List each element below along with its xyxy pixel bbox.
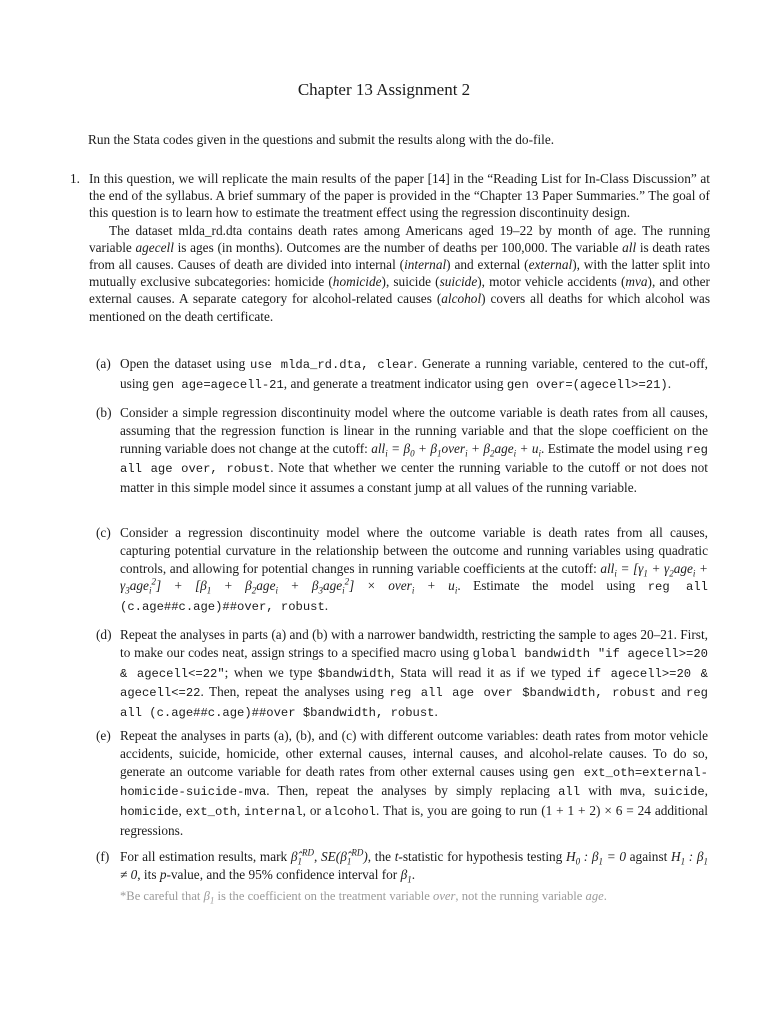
part-label: (f) <box>96 849 110 864</box>
instructions: Run the Stata codes given in the questions and submit the results along with the do-file. <box>88 132 555 147</box>
var-alcohol: alcohol <box>441 291 482 307</box>
alternative-hypothesis: $H_1$ : $\beta_1 \ne 0$ <box>120 849 709 882</box>
page-title: Chapter 13 Assignment 2 <box>297 80 471 99</box>
part-b-text: Consider a simple regression discontinuity model where the outcome variable is death rates from all causes, assuming that the regression function is linear in the running variable and that the slope coefficient on the running variable does not change at the cutoff: $all_i = \beta_0$ + $\beta_1over_i + \beta_2age_i + u_i$. Estimate the model using reg all age over, robust. Note that whether we center the running variable to the cutoff or not does not matter in this simple model since it assumes a constant jump at all values of the running variable. <box>120 405 708 496</box>
part-b <box>96 404 708 497</box>
part-c <box>96 524 708 617</box>
equation-quadratic-rd: $all_i = [\gamma_1 + \gamma_2age_i + \gamma_3age_i^2] + [\beta_1 + \beta_2age_i + \beta_3age_i^2]$ × over$_i$ + $u_i$ <box>120 560 708 597</box>
part-label: (d) <box>96 627 112 642</box>
code-gen-over: gen over=(agecell>=21) <box>506 377 668 392</box>
part-a-text: Open the dataset using use mlda_rd.dta, clear. Generate a running variable, centered to the cut-off, using gen age=agecell-21, and generate a treatment indicator using gen over=(agecell>=21). <box>120 356 709 392</box>
var-external: external <box>528 257 573 273</box>
code-bandwidth-macro: $bandwidth <box>317 666 392 681</box>
var-agecell: agecell <box>135 239 174 255</box>
code-reg-quadratic-bandwidth: reg all (c.age##c.age)##over $bandwidth, robust <box>120 686 708 721</box>
var-homicide: homicide <box>332 274 382 290</box>
regression-count: (1 + 1 + 2) × 6 = 24 <box>541 803 651 819</box>
var-suicide: suicide <box>439 274 478 290</box>
beta-hat-rd: $\betâ_1^{RD}$ <box>290 847 315 867</box>
question-1 <box>70 170 710 325</box>
se-beta-hat-rd: $SE(\betâ_1^{RD})$ <box>321 847 368 867</box>
code-use-dataset: use mlda_rd.dta, clear <box>250 358 414 372</box>
code-global-bandwidth: global bandwidth "if agecell>=20 & agecell<=22" <box>120 646 708 681</box>
equation-linear-rd: $all_i = \beta_0$ + $\beta_1over_i + \beta_2age_i + u_i$ <box>371 440 542 459</box>
part-f <box>96 848 708 905</box>
code-reg-linear: reg all age over, robust <box>120 442 708 477</box>
code-reg-quadratic: reg all (c.age##c.age)##over, robust <box>120 580 708 615</box>
part-f-text: For all estimation results, mark $\betâ_1^{RD}$, $SE(\betâ_1^{RD})$, the t-statistic for hypothesis testing $H_0$ : $\beta_1 = 0$ against $H_1$ : $\beta_1 \ne 0$, its p-value, and the 95% confidence interval for $\beta_1$. <box>120 847 709 885</box>
part-d-text: Repeat the analyses in parts (a) and (b) with a narrower bandwidth, restricting the sample to ages 20–21. First, to make our codes neat, assign strings to a specified macro using global bandwidth "if agecell>=20 & agecell<=22"; when we type $bandwidth, Stata will read it as if we typed if agecell>=20 & agecell<=22. Then, repeat the analyses using reg all age over $bandwidth, robust and reg all (c.age##c.age)##over $bandwidth, robust. <box>120 627 708 721</box>
part-label: (e) <box>96 728 111 743</box>
var-all: all <box>622 239 637 255</box>
part-a <box>96 355 708 395</box>
question-number: 1. <box>70 171 80 186</box>
code-gen-ext-oth: gen ext_oth=external-homicide-suicide-mva <box>120 765 708 800</box>
footnote: *Be careful that $\beta_1$ is the coefficient on the treatment variable over, not the running variable age. <box>120 888 607 906</box>
question-1-paragraph-2: The dataset mlda_rd.dta contains death rates among Americans aged 19–22 by month of age. The running variable agecell is ages (in months). Outcomes are the number of deaths per 100,000. The variable all is death rates from all causes. Causes of death are divided into internal (internal) and external (external), with the latter split into mutually exclusive subcategories: homicide (homicide), suicide (suicide), motor vehicle accidents (mva), and other external causes. A separate category for alcohol-related causes (alcohol) covers all deaths for which alcohol was mentioned on the death certificate. <box>89 222 710 324</box>
part-e-text: Repeat the analyses in parts (a), (b), and (c) with different outcome variables: death rates from motor vehicle accidents, suicide, homicide, other external causes, internal causes, and alcohol-relate causes. To do so, generate an outcome variable for death rates from other external causes using gen ext_oth=external-homicide-suicide-mva. Then, repeat the analyses by simply replacing all with mva, suicide, homicide, ext_oth, internal, or alcohol. That is, you are going to run (1 + 1 + 2) × 6 = 24 additional regressions. <box>120 728 708 838</box>
null-hypothesis: $H_0$ : $\beta_1 = 0$ <box>566 849 626 867</box>
question-1-paragraph-1: In this question, we will replicate the main results of the paper [14] in the “Reading List for In-Class Discussion” at the end of the syllabus. A brief summary of the paper is provided in the “Chapter 13 Paper Summaries.” The goal of this question is to learn how to estimate the treatment effect using the regression discontinuity design. <box>89 171 710 221</box>
code-reg-linear-bandwidth: reg all age over $bandwidth, robust <box>389 686 656 701</box>
var-mva: mva <box>625 274 648 290</box>
code-if-condition: if agecell>=20 & agecell<=22 <box>120 666 708 701</box>
part-label: (b) <box>96 405 112 420</box>
var-internal: internal <box>404 257 447 273</box>
part-e <box>96 727 708 840</box>
code-gen-age: gen age=agecell-21 <box>152 377 284 392</box>
part-label: (a) <box>96 356 111 371</box>
part-c-text: Consider a regression discontinuity model where the outcome variable is death rates from all causes, capturing potential curvature in the relationship between the outcome and running variables using quadratic controls, and allowing for potential changes in running variable coefficients at the cutoff: $all_i = [\gamma_1 + \gamma_2age_i + \gamma_3age_i^2] + [\beta_1 + \beta_2age_i + \beta_3age_i^2]$ × over$_i$ + $u_i$. Estimate the model using reg all (c.age##c.age)##over, robust. <box>120 525 708 615</box>
part-d <box>96 626 708 723</box>
part-label: (c) <box>96 525 111 540</box>
